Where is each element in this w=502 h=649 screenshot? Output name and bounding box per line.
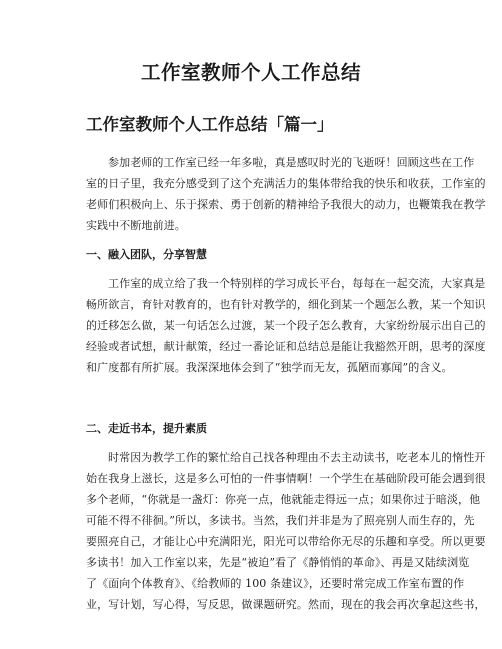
heading-books: 二、走近书本，提升素质 bbox=[86, 422, 207, 435]
paragraph-line: 要照亮自己，才能让心中充满阳光，阳光可以带给你无尽的乐趣和享受。所以更要 bbox=[86, 535, 486, 548]
paragraph-line: 可能不得不徘徊。”所以，多读书。当然，我们并非是为了照亮别人而生存的，先 bbox=[86, 514, 475, 527]
paragraph-line: 工作室的成立给了我一个特别样的学习成长平台，每每在一起交流，大家真是 bbox=[108, 277, 486, 290]
paragraph-line: 畅所欲言，育针对教育的，也有针对教学的，细化到某一个题怎么教，某一个知识 bbox=[86, 298, 486, 311]
paragraph-line: 业，写计划，写心得，写反思，做课题研究。然而，现在的我会再次拿起这些书， bbox=[86, 598, 486, 611]
paragraph-line: 参加老师的工作室已经一年多啦，真是感叹时光的飞逝呀！回顾这些在工作 bbox=[108, 156, 475, 169]
paragraph-line: 经验或者试想，献计献策，经过一番论证和总结总是能让我豁然开朗，思考的深度 bbox=[86, 340, 486, 353]
paragraph-line: 始在我身上滋长，这是多么可怕的一件事情啊！一个学生在基础阶段可能会遇到很 bbox=[86, 472, 486, 485]
paragraph-line: 多个老师，“你就是一盏灯：你亮一点，他就能走得远一点；如果你过于暗淡，他 bbox=[86, 493, 481, 506]
paragraph-line: 老师们积极向上、乐于探索、勇于创新的精神给予我很大的动力，也鞭策我在教学 bbox=[86, 198, 486, 211]
paragraph-books bbox=[86, 447, 486, 615]
paragraph-line: 了《面向个体教育》、《给教师的 100 条建议》，还要时常完成工作室布置的作 bbox=[86, 577, 465, 590]
paragraph-line: 多读书！加入工作室以来，先是“被迫”看了《静悄悄的革命》、再是又陆续浏览 bbox=[86, 556, 470, 569]
paragraph-line: 的迁移怎么做，某一句话怎么过渡，某一个段子怎么教育，大家纷纷展示出自己的 bbox=[86, 319, 486, 332]
paragraph-line: 实践中不断地前进。 bbox=[86, 219, 186, 232]
paragraph-line: 时常因为教学工作的繁忙给自己找各种理由不去主动读书，吃老本儿的惰性开 bbox=[108, 451, 486, 464]
paragraph-team bbox=[86, 273, 486, 378]
document-title: 工作室教师个人工作总结 bbox=[140, 61, 361, 84]
section-title: 工作室教师个人工作总结「篇一」 bbox=[86, 115, 334, 134]
paragraph-line: 室的日子里，我充分感受到了这个充满活力的集体带给我的快乐和收获，工作室的 bbox=[86, 177, 486, 190]
heading-team: 一、融入团队，分享智慧 bbox=[86, 248, 207, 261]
paragraph-line: 和广度都有所扩展。我深深地体会到了“独学而无友，孤陋而寡闻”的含义。 bbox=[86, 361, 453, 374]
paragraph-intro bbox=[86, 152, 486, 236]
